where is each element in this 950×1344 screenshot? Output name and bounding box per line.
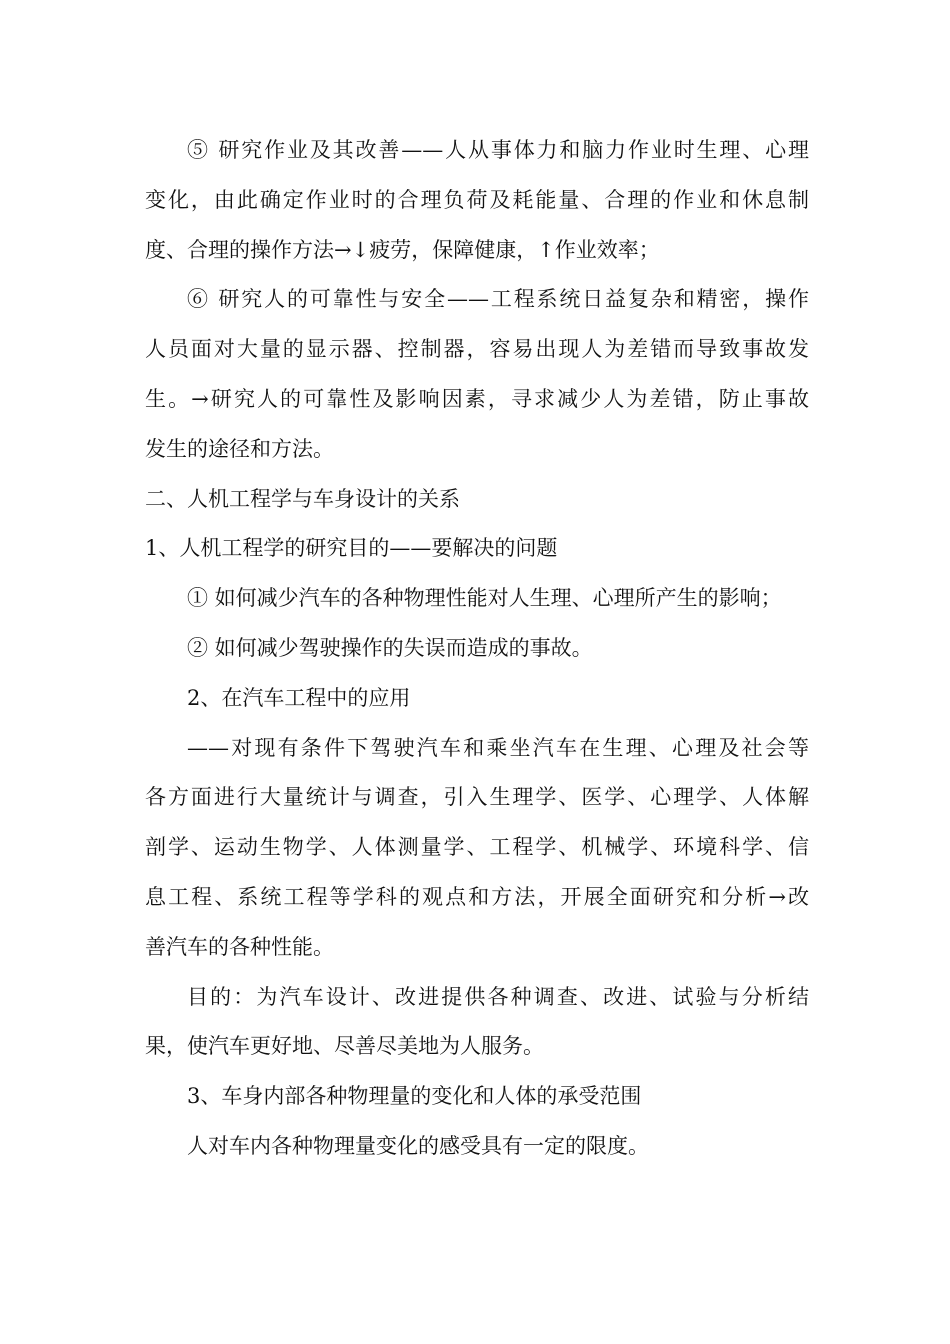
list-item: ② 如何减少驾驶操作的失误而造成的事故。 bbox=[187, 635, 593, 660]
text-line: 生。→研究人的可靠性及影响因素，寻求减少人为差错，防止事故 bbox=[145, 386, 809, 411]
text-line: 发生的途径和方法。 bbox=[145, 436, 334, 461]
text-line: 度、合理的操作方法→↓疲劳，保障健康，↑作业效率； bbox=[145, 237, 660, 262]
text-line: 各方面进行大量统计与调查，引入生理学、医学、心理学、人体解 bbox=[145, 785, 809, 810]
text-line: ⑥ 研究人的可靠性与安全——工程系统日益复杂和精密，操作 bbox=[187, 287, 809, 312]
text-line: 人员面对大量的显示器、控制器，容易出现人为差错而导致事故发 bbox=[145, 337, 809, 362]
text-line: ——对现有条件下驾驶汽车和乘坐汽车在生理、心理及社会等 bbox=[187, 735, 809, 760]
list-item: ① 如何减少汽车的各种物理性能对人生理、心理所产生的影响； bbox=[187, 586, 782, 611]
text-line: 善汽车的各种性能。 bbox=[145, 934, 334, 959]
text-line: ⑤ 研究作业及其改善——人从事体力和脑力作业时生理、心理 bbox=[187, 138, 809, 162]
subsection-heading: 3、车身内部各种物理量的变化和人体的承受范围 bbox=[187, 1084, 642, 1109]
text-line: 人对车内各种物理量变化的感受具有一定的限度。 bbox=[187, 1133, 649, 1158]
text-line: 目的：为汽车设计、改进提供各种调查、改进、试验与分析结 bbox=[187, 984, 809, 1009]
text-line: 剖学、运动生物学、人体测量学、工程学、机械学、环境科学、信 bbox=[145, 835, 809, 860]
text-line: 果，使汽车更好地、尽善尽美地为人服务。 bbox=[145, 1034, 544, 1059]
text-line: 息工程、系统工程等学科的观点和方法，开展全面研究和分析→改 bbox=[145, 884, 809, 909]
section-heading: 二、人机工程学与车身设计的关系 bbox=[145, 486, 460, 511]
text-line: 变化，由此确定作业时的合理负荷及耗能量、合理的作业和休息制 bbox=[145, 187, 809, 212]
subsection-heading: 1、人机工程学的研究目的——要解决的问题 bbox=[145, 536, 558, 561]
subsection-heading: 2、在汽车工程中的应用 bbox=[187, 685, 411, 710]
document-body bbox=[145, 126, 809, 1172]
